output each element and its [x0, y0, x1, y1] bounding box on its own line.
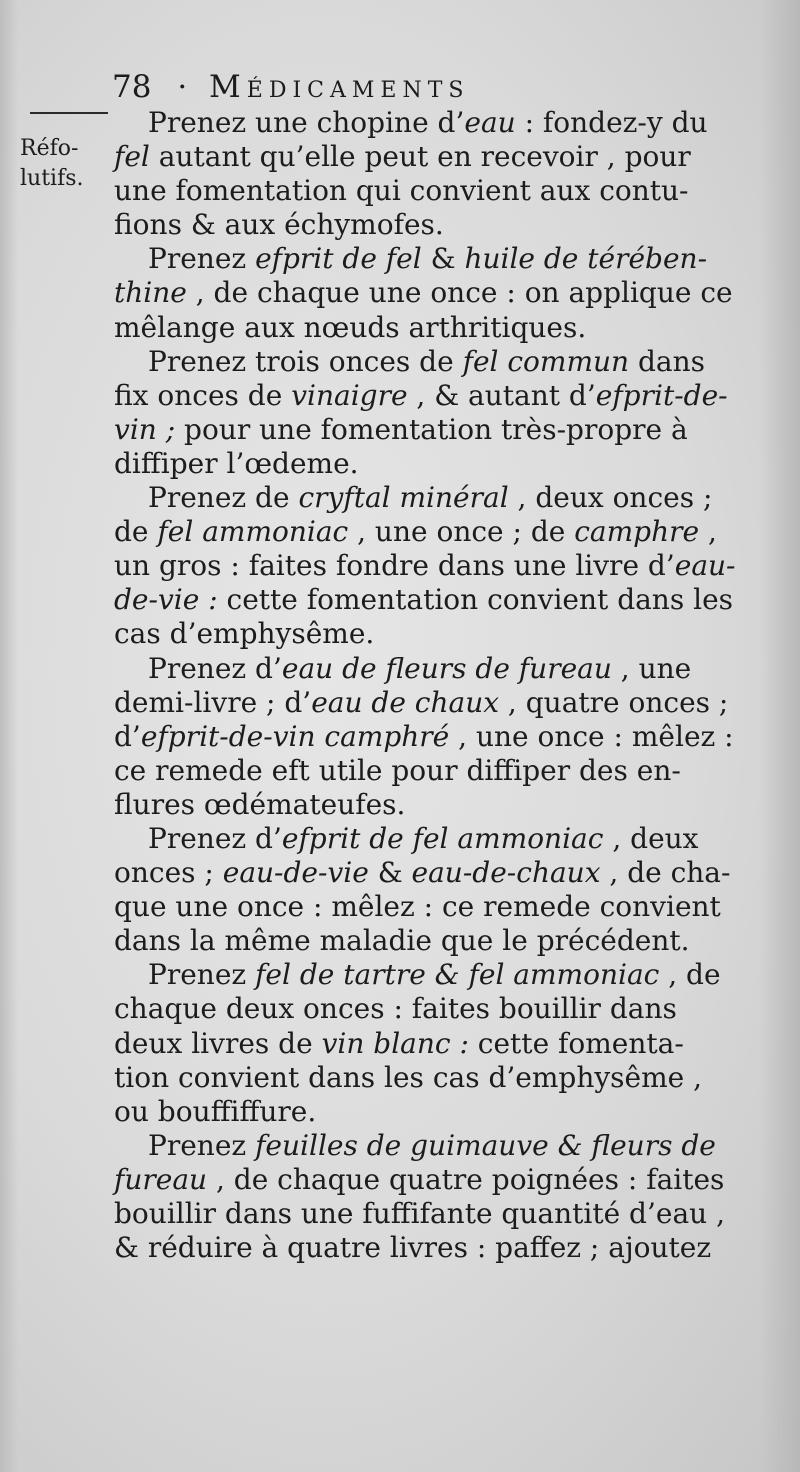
- text-line: [114, 992, 754, 1026]
- text-line: [114, 345, 754, 379]
- text-line: [114, 106, 754, 140]
- roman-text: , une once : mêlez :: [449, 719, 734, 753]
- text-line: [114, 1061, 754, 1095]
- roman-text: fix onces de: [114, 378, 292, 412]
- roman-text: ce remede eft utile pour diffiper des en-: [114, 753, 681, 787]
- page-shadow-left: [0, 0, 18, 1472]
- italic-text: cryftal minéral: [298, 481, 509, 515]
- text-line: [114, 822, 754, 856]
- italic-text: fureau: [114, 1162, 208, 1196]
- roman-text: , de chaque quatre poignées : faites: [207, 1162, 725, 1196]
- roman-text: dans la même maladie que le précédent.: [114, 924, 690, 958]
- text-line: [114, 788, 754, 822]
- roman-text: de: [114, 515, 158, 549]
- roman-text: autant qu’elle peut en recevoir , pour: [149, 140, 691, 174]
- italic-text: efprit-de-: [595, 378, 728, 412]
- italic-text: efprit de fel: [255, 242, 422, 276]
- margin-rule: [30, 112, 108, 114]
- roman-text: bouillir dans une fuffifante quantité d’eau ,: [114, 1197, 725, 1230]
- roman-text: mêlange aux nœuds arthritiques.: [114, 310, 587, 344]
- text-line: [114, 311, 754, 345]
- text-line: [114, 617, 754, 651]
- roman-text: pour une fomentation très-propre à: [175, 412, 688, 446]
- text-line: [114, 447, 754, 481]
- text-line: [114, 1027, 754, 1061]
- italic-text: feuilles de guimauve & fleurs de: [255, 1128, 716, 1162]
- roman-text: , de: [659, 958, 721, 992]
- italic-text: fel: [114, 140, 150, 174]
- roman-text: un gros : faites fondre dans une livre d’: [114, 549, 675, 583]
- roman-text: tion convient dans les cas d’emphysême ,: [114, 1060, 703, 1094]
- italic-text: thine: [114, 276, 187, 310]
- margin-note-line: Réfo-: [20, 136, 79, 161]
- italic-text: fel de tartre & fel ammoniac: [255, 958, 660, 992]
- roman-text: , une: [611, 651, 692, 685]
- roman-text: dans: [629, 344, 705, 378]
- roman-text: , quatre onces ;: [499, 685, 729, 719]
- italic-text: vinaigre: [291, 378, 408, 412]
- text-line: [114, 174, 754, 208]
- italic-text: fel ammoniac: [157, 515, 349, 549]
- page-header: [112, 68, 469, 106]
- text-line: [114, 924, 754, 958]
- italic-text: efprit-de-vin camphré: [140, 719, 450, 753]
- roman-text: ,: [699, 515, 717, 549]
- text-line: [114, 1129, 754, 1163]
- roman-text: Prenez: [148, 958, 256, 992]
- roman-text: Prenez de: [148, 481, 299, 515]
- italic-text: huile de térében-: [464, 242, 708, 276]
- italic-text: vin ;: [114, 412, 176, 446]
- roman-text: cas d’emphysême.: [114, 617, 375, 651]
- roman-text: onces ;: [114, 856, 223, 890]
- roman-text: Prenez d’: [148, 821, 282, 855]
- text-line: [114, 208, 754, 242]
- page-number: 78: [112, 69, 152, 105]
- roman-text: Prenez une chopine d’: [148, 106, 465, 139]
- roman-text: chaque deux onces : faites bouillir dans: [114, 992, 677, 1026]
- roman-text: d’: [114, 719, 141, 753]
- italic-text: eau de fleurs de fureau: [281, 651, 612, 685]
- italic-text: eau-: [674, 549, 736, 583]
- text-line: [114, 686, 754, 720]
- roman-text: Prenez: [148, 1128, 256, 1162]
- roman-text: &: [421, 242, 465, 276]
- text-line: [114, 140, 754, 174]
- roman-text: Prenez d’: [148, 651, 282, 685]
- roman-text: , de chaque une once : on applique ce: [186, 276, 733, 310]
- roman-text: demi-livre ; d’: [114, 685, 312, 719]
- italic-text: eau de chaux: [311, 685, 500, 719]
- roman-text: : fondez-y du: [515, 106, 708, 139]
- roman-text: deux livres de: [114, 1026, 322, 1060]
- margin-note-line: lutifs.: [20, 166, 84, 191]
- text-line: [114, 242, 754, 276]
- roman-text: Prenez: [148, 242, 256, 276]
- roman-text: , deux onces ;: [508, 481, 713, 515]
- body-text: [114, 106, 754, 1265]
- italic-text: fel commun: [462, 344, 630, 378]
- text-line: [114, 549, 754, 583]
- italic-text: camphre: [574, 515, 700, 549]
- roman-text: ou bouffiffure.: [114, 1094, 317, 1128]
- roman-text: fions & aux échymofes.: [114, 208, 444, 242]
- text-line: [114, 1231, 754, 1265]
- text-line: [114, 481, 754, 515]
- italic-text: de-vie :: [114, 583, 218, 617]
- text-line: [114, 890, 754, 924]
- roman-text: , deux: [603, 821, 699, 855]
- roman-text: Prenez trois onces de: [148, 344, 463, 378]
- italic-text: efprit de fel ammoniac: [281, 821, 604, 855]
- roman-text: cette fomentation convient dans les: [217, 583, 734, 617]
- text-line: [114, 1163, 754, 1197]
- roman-text: , & autant d’: [407, 378, 596, 412]
- text-line: [114, 754, 754, 788]
- text-line: [114, 276, 754, 310]
- roman-text: &: [368, 856, 412, 890]
- text-line: [114, 720, 754, 754]
- text-line: [114, 583, 754, 617]
- page-shadow-right: [760, 0, 800, 1472]
- text-line: [114, 958, 754, 992]
- text-line: [114, 413, 754, 447]
- text-line: [114, 856, 754, 890]
- roman-text: , une once ; de: [348, 515, 575, 549]
- roman-text: & réduire à quatre livres : paffez ; ajoutez: [114, 1231, 712, 1265]
- roman-text: cette fomenta-: [468, 1026, 684, 1060]
- text-line: [114, 379, 754, 413]
- running-title: · Médicaments: [177, 69, 470, 105]
- roman-text: diffiper l’œdeme.: [114, 446, 359, 480]
- roman-text: une fomentation qui convient aux contu-: [114, 174, 689, 208]
- margin-note: [20, 134, 110, 194]
- italic-text: eau-de-chaux: [411, 856, 601, 890]
- roman-text: flures œdémateufes.: [114, 787, 406, 821]
- text-line: [114, 1095, 754, 1129]
- italic-text: vin blanc :: [321, 1026, 469, 1060]
- text-line: [114, 515, 754, 549]
- roman-text: , de cha-: [600, 856, 731, 890]
- italic-text: eau-de-vie: [222, 856, 369, 890]
- text-line: [114, 1197, 754, 1231]
- text-line: [114, 652, 754, 686]
- roman-text: que une once : mêlez : ce remede convient: [114, 890, 721, 924]
- italic-text: eau: [464, 106, 516, 139]
